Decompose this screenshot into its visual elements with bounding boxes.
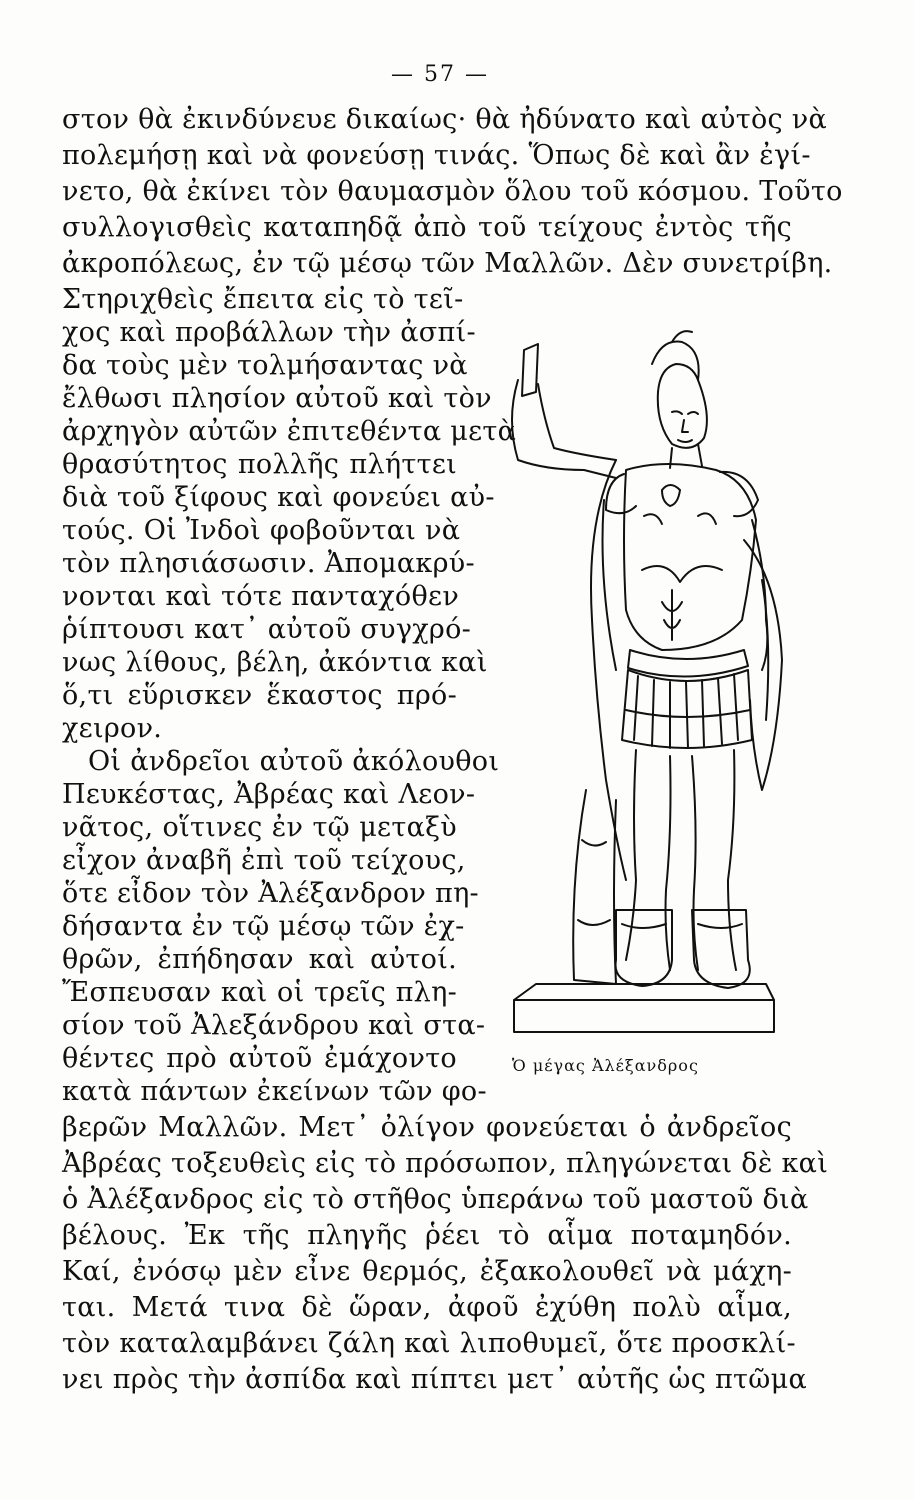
statue-engraving-icon — [466, 320, 784, 1040]
text-line: ὁ Ἀλέξανδρος εἰς τὸ στῆθος ὑπεράνω τοῦ μαστοῦ διὰ — [62, 1184, 809, 1215]
text-line: χειρον. — [62, 713, 163, 744]
text-line: ῥίπτουσι κατ᾽ αὐτοῦ συγχρό- — [62, 614, 472, 645]
page-number: — 57 — — [391, 62, 489, 87]
text-line: Στηριχθεὶς ἔπειτα εἰς τὸ τεῖ- — [62, 284, 464, 315]
text-line: ἀκροπόλεως, ἐν τῷ μέσῳ τῶν Μαλλῶν. Δὲν συνετρίβη. — [62, 248, 833, 279]
text-line: Ἀβρέας τοξευθεὶς εἰς τὸ πρόσωπον, πληγώνεται δὲ καὶ — [62, 1148, 829, 1179]
text-line: ὅ,τι εὕρισκεν ἕκαστος πρό- — [62, 680, 457, 711]
text-line: τὸν πλησιάσωσιν. Ἀπομακρύ- — [62, 548, 475, 579]
text-line: θρασύτητος πολλῆς πλήττει — [62, 449, 457, 480]
figure-caption: Ὁ μέγας Ἀλέξανδρος — [512, 1056, 699, 1075]
text-line: Οἱ ἀνδρεῖοι αὐτοῦ ἀκόλουθοι — [88, 746, 500, 777]
text-line: ται. Μετά τινα δὲ ὥραν, ἀφοῦ ἐχύθη πολὺ αἷμα, — [62, 1292, 792, 1323]
text-line: στον θὰ ἐκινδύνευε δικαίως· θὰ ἠδύνατο καὶ αὐτὸς νὰ — [62, 104, 828, 135]
text-line: εἶχον ἀναβῆ ἐπὶ τοῦ τείχους, — [62, 845, 466, 876]
text-line: δα τοὺς μὲν τολμήσαντας νὰ — [62, 350, 468, 381]
text-line: δήσαντα ἐν τῷ μέσῳ τῶν ἐχ- — [62, 911, 465, 942]
alexander-statue-illustration — [466, 320, 784, 1040]
text-line: νει πρὸς τὴν ἀσπίδα καὶ πίπτει μετ᾽ αὐτῆς ὡς πτῶμα — [62, 1364, 807, 1395]
text-line: κατὰ πάντων ἐκείνων τῶν φο- — [62, 1076, 487, 1107]
text-line: πολεμήσῃ καὶ νὰ φονεύσῃ τινάς. Ὅπως δὲ καὶ ἂν ἐγί- — [62, 140, 811, 171]
text-line: νως λίθους, βέλη, ἀκόντια καὶ — [62, 647, 488, 678]
text-line: χος καὶ προβάλλων τὴν ἀσπί- — [62, 317, 476, 348]
text-line: βερῶν Μαλλῶν. Μετ᾽ ὀλίγον φονεύεται ὁ ἀνδρεῖος — [62, 1112, 792, 1143]
text-line: Ἔσπευσαν καὶ οἱ τρεῖς πλη- — [62, 977, 457, 1008]
text-line: θρῶν, ἐπήδησαν καὶ αὐτοί. — [62, 944, 457, 975]
text-line: τὸν καταλαμβάνει ζάλη καὶ λιποθυμεῖ, ὅτε προσκλί- — [62, 1328, 796, 1359]
text-line: ὅτε εἶδον τὸν Ἀλέξανδρον πη- — [62, 878, 479, 909]
text-line: βέλους. Ἐκ τῆς πληγῆς ῥέει τὸ αἷμα ποταμηδόν. — [62, 1220, 792, 1251]
text-line: θέντες πρὸ αὐτοῦ ἐμάχοντο — [62, 1043, 457, 1074]
text-line: τούς. Οἱ Ἰνδοὶ φοβοῦνται νὰ — [62, 515, 461, 546]
text-line: νονται καὶ τότε πανταχόθεν — [62, 581, 460, 612]
text-line: διὰ τοῦ ξίφους καὶ φονεύει αὐ- — [62, 482, 495, 513]
text-line: νετο, θὰ ἐκίνει τὸν θαυμασμὸν ὅλου τοῦ κόσμου. Τοῦτο — [62, 176, 843, 207]
text-line: Καί, ἐνόσῳ μὲν εἶνε θερμός, ἐξακολουθεῖ νὰ μάχη- — [62, 1256, 792, 1287]
text-line: νᾶτος, οἵτινες ἐν τῷ μεταξὺ — [62, 812, 457, 843]
text-line: συλλογισθεὶς καταπηδᾷ ἀπὸ τοῦ τείχους ἐντὸς τῆς — [62, 212, 792, 243]
text-line: ἔλθωσι πλησίον αὐτοῦ καὶ τὸν — [62, 383, 492, 414]
text-line: Πευκέστας, Ἀβρέας καὶ Λεον- — [62, 779, 476, 810]
text-line: ἀρχηγὸν αὐτῶν ἐπιτεθέντα μετὰ — [62, 416, 517, 447]
text-line: σίον τοῦ Ἀλεξάνδρου καὶ στα- — [62, 1010, 486, 1041]
